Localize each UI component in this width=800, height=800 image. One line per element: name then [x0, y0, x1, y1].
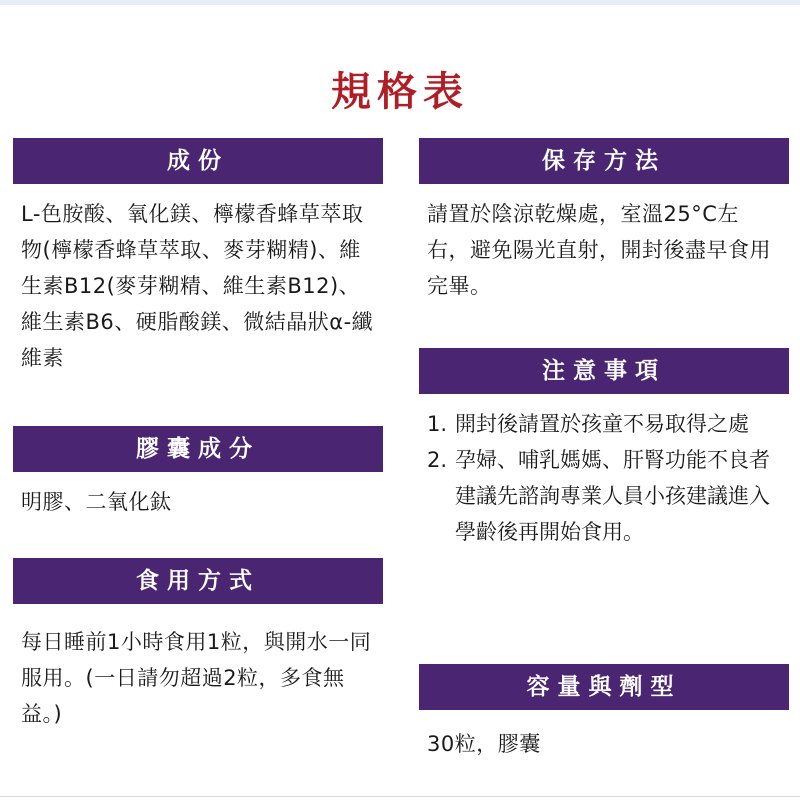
ingredients-text: L-色胺酸、氧化鎂、檸檬香蜂草萃取物(檸檬香蜂草萃取、麥芽糊精)、維生素B12(麥芽糊精、維生素B12)、維生素B6、硬脂酸鎂、微結晶狀α-纖維素	[21, 202, 374, 370]
notes-item-number: 1.	[427, 412, 448, 436]
ingredients-section	[13, 138, 383, 414]
storage-text: 請置於陰涼乾燥處，室溫25°C左右，避免陽光直射，開封後盡早食用完畢。	[427, 202, 771, 298]
usage-text: 每日睡前1小時食用1粒，與開水一同服用。(一日請勿超過2粒，多食無益。)	[21, 630, 372, 726]
notes-item	[419, 406, 789, 442]
capacity-text: 30粒，膠囊	[427, 732, 541, 756]
capsule-heading: 膠囊成分	[13, 426, 383, 472]
notes-item	[419, 442, 789, 550]
storage-section	[419, 138, 789, 348]
notes-list	[419, 394, 789, 664]
notes-item-number: 2.	[427, 448, 448, 472]
capacity-section	[419, 664, 789, 762]
notes-heading: 注意事項	[419, 348, 789, 394]
ingredients-heading: 成份	[13, 138, 383, 184]
capacity-heading: 容量與劑型	[419, 664, 789, 710]
usage-section	[13, 558, 383, 732]
left-column	[13, 138, 383, 732]
bottom-divider	[0, 796, 800, 797]
storage-heading: 保存方法	[419, 138, 789, 184]
capsule-section	[13, 426, 383, 558]
notes-section	[419, 348, 789, 664]
notes-item-text: 開封後請置於孩童不易取得之處	[455, 412, 749, 436]
usage-heading: 食用方式	[13, 558, 383, 604]
capsule-text: 明膠、二氧化鈦	[21, 490, 172, 514]
page-title: 規格表	[331, 69, 469, 115]
right-column	[419, 138, 789, 762]
top-band	[0, 0, 800, 5]
notes-item-text: 孕婦、哺乳媽媽、肝腎功能不良者建議先諮詢專業人員小孩建議進入學齡後再開始食用。	[455, 448, 770, 544]
